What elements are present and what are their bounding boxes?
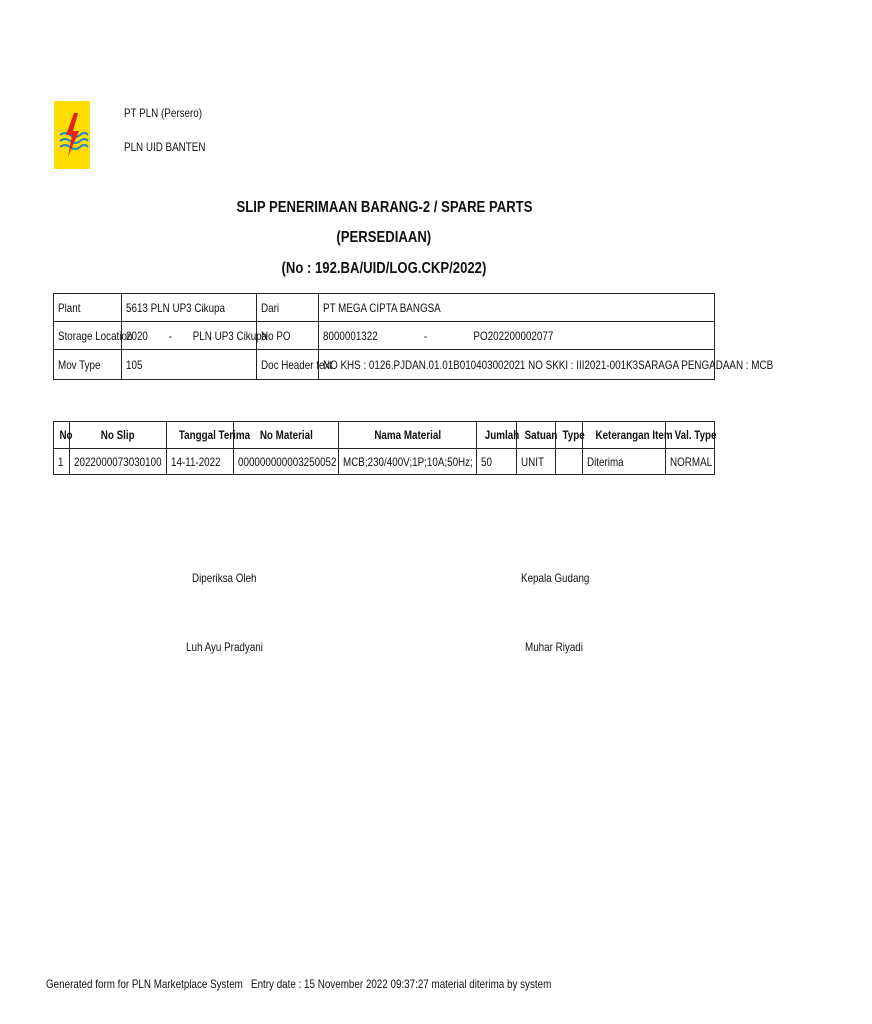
items-header-row xyxy=(54,422,715,449)
cell-type xyxy=(556,449,583,475)
cell-jumlah: 50 xyxy=(477,449,517,475)
storage-code: 2020 xyxy=(126,328,148,343)
column-header: No xyxy=(54,422,70,449)
cell-nama-material: MCB;230/400V;1P;10A;50Hz; xyxy=(339,449,477,475)
footer-entry-date: Entry date : 15 November 2022 09:37:27 material diterima by system xyxy=(251,977,552,991)
nopo-number: 8000001322 xyxy=(323,328,378,343)
signature-role-left: Diperiksa Oleh xyxy=(192,571,257,585)
column-header: No Material xyxy=(234,422,339,449)
column-header: Jumlah xyxy=(477,422,517,449)
table-row xyxy=(54,449,715,475)
cell-satuan: UNIT xyxy=(517,449,556,475)
docheader-label: Doc Header text xyxy=(257,350,319,380)
column-header: Type xyxy=(556,422,583,449)
pln-logo xyxy=(54,101,90,169)
storage-separator: - xyxy=(168,328,172,343)
column-header: No Slip xyxy=(70,422,167,449)
cell-no: 1 xyxy=(54,449,70,475)
cell-tanggal-terima: 14-11-2022 xyxy=(167,449,234,475)
movtype-value: 105 xyxy=(122,350,257,380)
nopo-reference: PO202200002077 xyxy=(473,328,554,343)
document-subtitle: (PERSEDIAAN) xyxy=(336,229,432,246)
storage-row xyxy=(54,322,715,350)
org-name: PT PLN (Persero) xyxy=(124,106,203,120)
column-header: Satuan xyxy=(517,422,556,449)
signature-name-left: Luh Ayu Pradyani xyxy=(186,640,263,654)
plant-row xyxy=(54,294,715,322)
nopo-label: No PO xyxy=(257,322,319,350)
column-header: Tanggal Terima xyxy=(167,422,234,449)
nopo-value xyxy=(319,322,715,350)
signature-role-right: Kepala Gudang xyxy=(521,571,590,585)
movtype-label: Mov Type xyxy=(54,350,122,380)
nopo-separator: - xyxy=(423,328,428,343)
dari-label: Dari xyxy=(257,294,319,322)
plant-label: Plant xyxy=(54,294,122,322)
cell-no-material: 000000000003250052 xyxy=(234,449,339,475)
column-header: Nama Material xyxy=(339,422,477,449)
storage-name: PLN UP3 Cikupa xyxy=(192,328,268,343)
cell-no-slip: 2022000073030100 xyxy=(70,449,167,475)
document-title: SLIP PENERIMAAN BARANG-2 / SPARE PARTS xyxy=(236,199,532,216)
dari-value: PT MEGA CIPTA BANGSA xyxy=(319,294,715,322)
footer-generated: Generated form for PLN Marketplace System xyxy=(46,977,243,991)
cell-keterangan: Diterima xyxy=(583,449,666,475)
column-header: Val. Type xyxy=(666,422,715,449)
items-table xyxy=(53,421,715,475)
storage-value xyxy=(122,322,268,350)
signature-name-right: Muhar Riyadi xyxy=(525,640,583,654)
header-info-table xyxy=(53,293,774,380)
org-unit: PLN UID BANTEN xyxy=(124,140,206,154)
docheader-value: NO KHS : 0126.PJDAN.01.01B010403002021 NO SKKI : III2021-001K3SARAGA PENGADAAN : MCB xyxy=(319,350,715,380)
cell-val-type: NORMAL xyxy=(666,449,715,475)
movtype-row xyxy=(54,350,715,380)
storage-label: Storage Location xyxy=(54,322,122,350)
plant-value: 5613 PLN UP3 Cikupa xyxy=(122,294,257,322)
column-header: Keterangan Item xyxy=(583,422,666,449)
document-number: (No : 192.BA/UID/LOG.CKP/2022) xyxy=(281,260,487,277)
